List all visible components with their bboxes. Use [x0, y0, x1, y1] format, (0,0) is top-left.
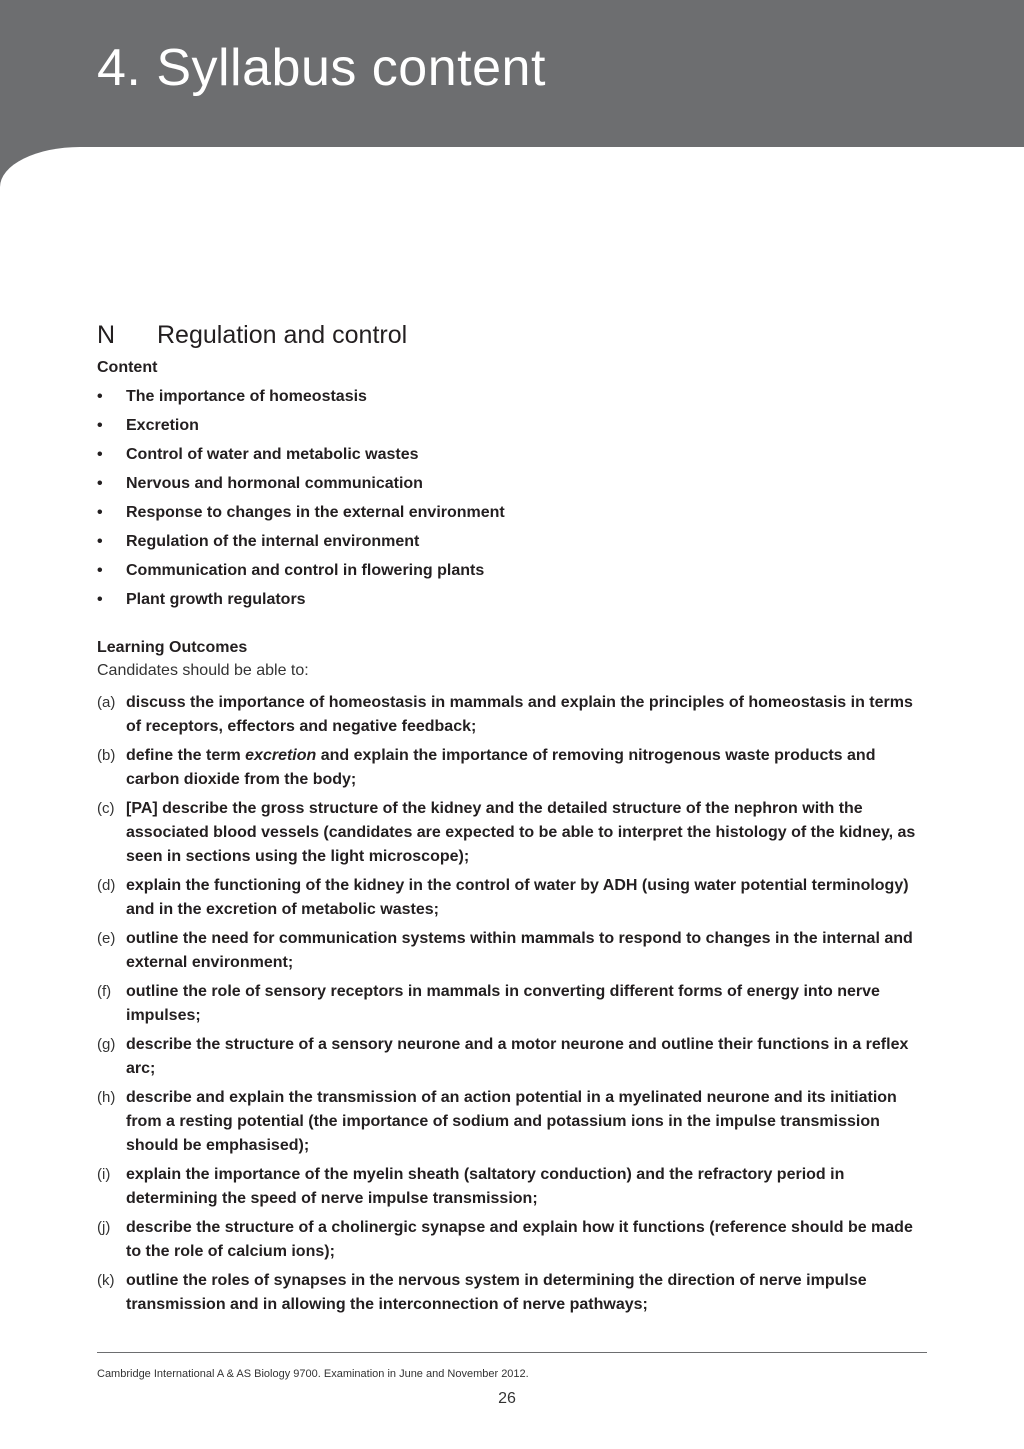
outcome-item: [97, 874, 927, 922]
outcome-item: [97, 1033, 927, 1081]
outcome-item: [97, 691, 927, 739]
outcome-term: excretion: [245, 747, 317, 764]
outcome-item: [97, 927, 927, 975]
outcome-item: [97, 1269, 927, 1317]
header-band: [0, 0, 1024, 147]
outcome-text: discuss the importance of homeostasis in mammals and explain the principles of homeostasis in terms of receptors, effectors and negative feedback;: [126, 694, 913, 735]
outcome-marker: (f): [97, 983, 112, 1000]
outcome-text: define the term: [126, 747, 246, 764]
outcome-text: outline the roles of synapses in the nervous system in determining the direction of nerve impulse transmission and in allowing the interconnection of nerve pathways;: [126, 1272, 867, 1313]
outcome-text: and explain the importance of removing nitrogenous waste products and carbon dioxide from the body;: [126, 747, 876, 788]
bullet-icon: •: [97, 388, 103, 405]
outcome-item: [97, 1216, 927, 1264]
footer-divider: [97, 1352, 927, 1353]
bullet-icon: •: [97, 504, 103, 521]
outcome-marker: (a): [97, 694, 116, 711]
page-title: 4. Syllabus content: [97, 39, 546, 97]
learning-outcomes-label: Learning Outcomes: [97, 639, 248, 656]
bullet-icon: •: [97, 533, 103, 550]
list-item: • Plant growth regulators: [97, 591, 306, 608]
learning-outcomes-list: [97, 691, 927, 1322]
outcome-marker: (i): [97, 1166, 111, 1183]
list-item: • Nervous and hormonal communication: [97, 475, 423, 492]
bullet-icon: •: [97, 591, 103, 608]
outcome-item: [97, 744, 927, 792]
footer-text: Cambridge International A & AS Biology 9700. Examination in June and November 2012.: [97, 1368, 529, 1380]
outcome-marker: (e): [97, 930, 116, 947]
bullet-icon: •: [97, 475, 103, 492]
list-item: • The importance of homeostasis: [97, 388, 367, 405]
bullet-icon: •: [97, 417, 103, 434]
list-item: • Control of water and metabolic wastes: [97, 446, 419, 463]
outcome-item: [97, 1086, 927, 1158]
page-number: 26: [498, 1390, 516, 1407]
outcome-text: describe the structure of a sensory neurone and a motor neurone and outline their functions in a reflex arc;: [126, 1036, 909, 1077]
section-letter: N: [97, 321, 116, 349]
section-heading: [97, 322, 407, 350]
outcome-text: describe and explain the transmission of an action potential in a myelinated neurone and its initiation from a resting potential (the importance of sodium and potassium ions in the impulse transmission should be emphasised);: [126, 1089, 897, 1154]
outcome-text: explain the functioning of the kidney in the control of water by ADH (using water potential terminology) and in the excretion of metabolic wastes;: [126, 877, 909, 918]
header-curve-mask: [0, 147, 180, 267]
outcome-text: outline the role of sensory receptors in mammals in converting different forms of energy into nerve impulses;: [126, 983, 880, 1024]
outcome-text: outline the need for communication systems within mammals to respond to changes in the internal and external environment;: [126, 930, 913, 971]
bullet-icon: •: [97, 446, 103, 463]
bullet-icon: •: [97, 562, 103, 579]
outcome-item: [97, 980, 927, 1028]
section-title: Regulation and control: [157, 321, 408, 349]
outcome-marker: (c): [97, 800, 115, 817]
outcome-marker: (d): [97, 877, 116, 894]
content-label: Content: [97, 359, 158, 376]
list-item: • Communication and control in flowering plants: [97, 562, 485, 579]
outcome-marker: (b): [97, 747, 116, 764]
outcome-item: [97, 1163, 927, 1211]
outcome-marker: (h): [97, 1089, 116, 1106]
list-item: • Regulation of the internal environment: [97, 533, 420, 550]
outcome-text: describe the structure of a cholinergic synapse and explain how it functions (reference should be made to the role of calcium ions);: [126, 1219, 913, 1260]
outcome-text: [PA] describe the gross structure of the kidney and the detailed structure of the nephron with the associated blood vessels (candidates are expected to be able to interpret the histology of the kidney, as seen in sections using the light microscope);: [126, 800, 916, 865]
outcome-marker: (k): [97, 1272, 115, 1289]
list-item: • Excretion: [97, 417, 199, 434]
learning-outcomes-intro: Candidates should be able to:: [97, 662, 309, 679]
content-list: [97, 387, 797, 619]
outcome-marker: (g): [97, 1036, 116, 1053]
outcome-item: [97, 797, 927, 869]
list-item: • Response to changes in the external environment: [97, 504, 505, 521]
outcome-marker: (j): [97, 1219, 111, 1236]
outcome-text: explain the importance of the myelin sheath (saltatory conduction) and the refractory period in determining the speed of nerve impulse transmission;: [126, 1166, 845, 1207]
